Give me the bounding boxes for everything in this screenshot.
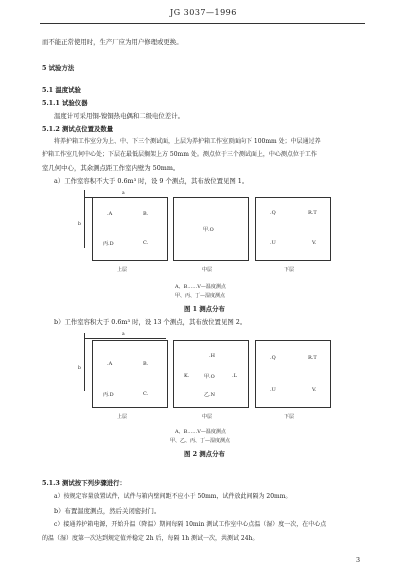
para-line-2: 护箱工作室几何中心处；下层在最低层搁架上方 50mm 处。测点位于三个测试面上，中心测点位于工作 <box>42 151 317 158</box>
section-5-1-1-heading: 5.1.1 试验仪器 <box>42 99 88 107</box>
line-1: 而不能正常使用时，生产厂应为用户修理或更换。 <box>42 38 183 46</box>
section-5-1-1-text: 温度计可采用铜-镍铜热电偶和二级电位差计。 <box>54 112 184 120</box>
fig2-mid-box: .H K. 甲.O .L 乙.N <box>173 340 249 408</box>
fig1-caption: 图 1 测点分布 <box>184 305 225 313</box>
section-5-1-3-heading: 5.1.3 测试按下列步骤进行： <box>42 479 126 487</box>
step-c-line-2: 的温（湿）度第一次达到规定值并稳定 2h 后，每隔 1h 测试一次，共测试 24h。 <box>42 535 259 542</box>
step-c-line-1: c）接通养护箱电源，开始升温（降温）期间每隔 10min 测试工作室中心点温（湿）度一次，在中心点 <box>54 521 327 528</box>
dim-b: b <box>78 222 81 227</box>
fig1-bot-label: 下层 <box>284 267 295 273</box>
fig1-mid-label: 中层 <box>202 267 213 273</box>
item-a: a）工作室容积不大于 0.6m³ 时，设 9 个测点，其布放位置见图 1。 <box>54 177 249 185</box>
para-line-3: 室几何中心，其余测点距工作室内壁为 50mm。 <box>42 164 180 172</box>
dim-a: a <box>122 191 125 196</box>
fig2-top-box: .A B. 丙.D C. <box>92 340 168 408</box>
standard-code: JG 3037—1996 <box>170 8 237 17</box>
dim-b: b <box>78 366 81 371</box>
fig1-top-box: .A B. 丙.D C. <box>92 197 168 261</box>
fig1-legend-1: A、B……V—温度测点 <box>175 284 226 290</box>
step-a: a）按规定容量放置试件，试件与箱内壁间距不应小于 50mm，试件放此间隔为 20mm。 <box>54 493 292 500</box>
fig2-legend-1: A、B……V—温度测点 <box>175 429 226 435</box>
para-line-1: 将养护箱工作室分为上、中、下三个测试面，上层为养护箱工作室顶面向下 100mm 处；中层通过养 <box>54 138 321 145</box>
fig2-legend-2: 甲、乙、丙、丁—湿度测点 <box>170 438 231 444</box>
section-5-1-2-heading: 5.1.2 测试点位置及数量 <box>42 125 114 133</box>
section-5-heading: 5 试验方法 <box>42 64 75 72</box>
fig1-legend-2: 甲、丙、丁—湿度测点 <box>175 293 226 299</box>
fig2-bot-box: .Q R.T .U V. <box>255 340 331 408</box>
item-b: b）工作室容积大于 0.6m³ 时，设 13 个测点，其布放位置见图 2。 <box>54 318 247 326</box>
fig2-top-label: 上层 <box>117 414 128 420</box>
fig1-top-label: 上层 <box>117 267 128 273</box>
step-b: b）布置温度测点，然后关闭密封门。 <box>54 507 161 515</box>
page-number: 3 <box>356 556 361 564</box>
fig1-mid-box: 甲.O <box>173 197 249 261</box>
fig1-bot-box: .Q R.T .U V. <box>255 197 331 261</box>
fig2-mid-label: 中层 <box>202 414 213 420</box>
fig2-caption: 图 2 测点分布 <box>184 450 225 458</box>
dim-a: a <box>122 332 125 337</box>
section-5-1-heading: 5.1 温度试验 <box>42 86 81 94</box>
header-rule <box>40 23 365 24</box>
fig2-bot-label: 下层 <box>284 414 295 420</box>
